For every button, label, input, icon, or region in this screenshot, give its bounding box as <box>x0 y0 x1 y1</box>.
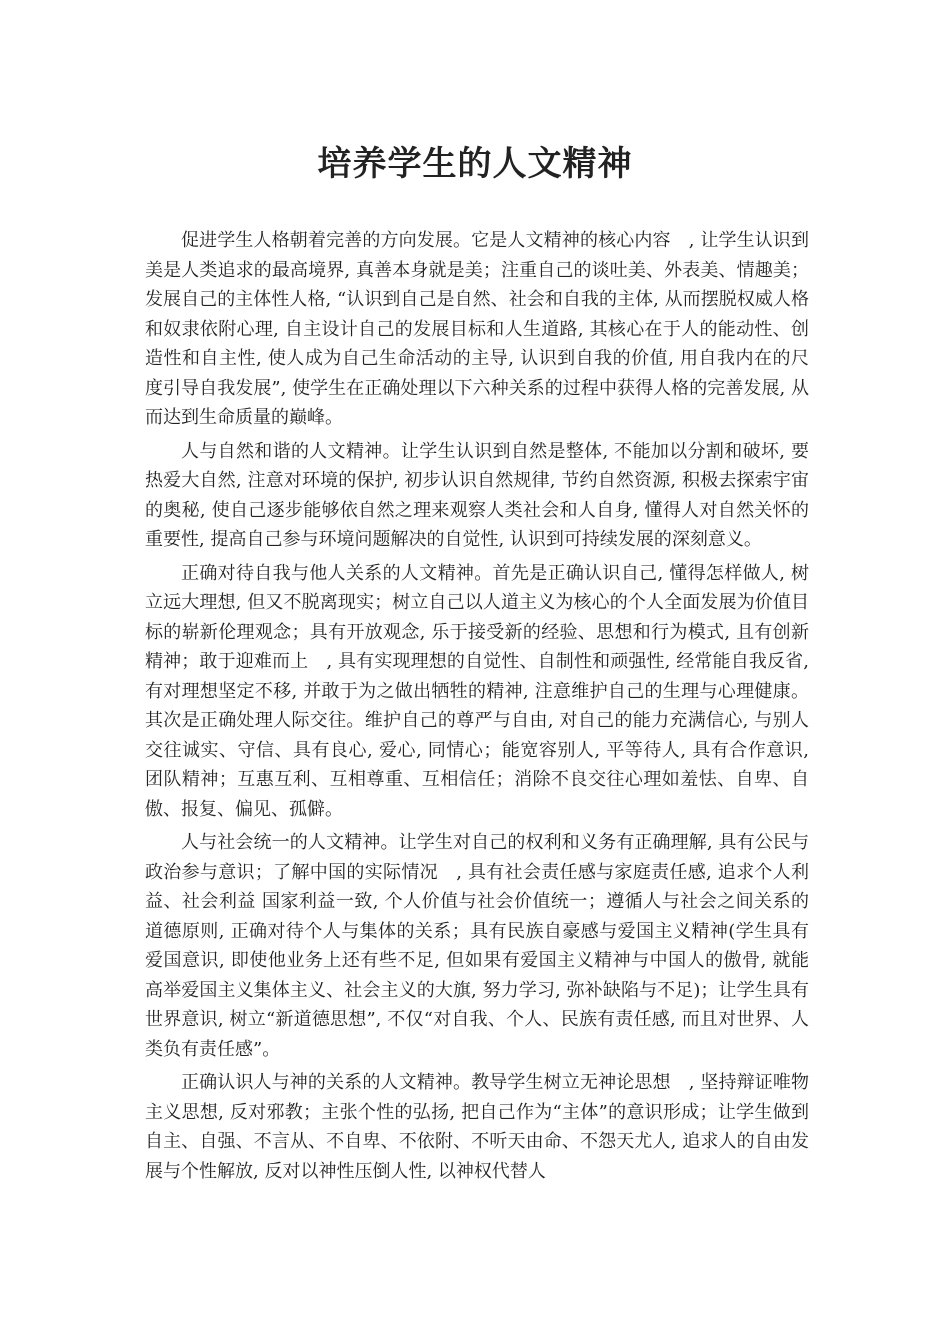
document-title: 培养学生的人文精神 <box>317 144 633 184</box>
paragraph-self-and-others: 正确对待自我与他人关系的人文精神。首先是正确认识自己, 懂得怎样做人, 树立远大理想, 但又不脱离现实；树立自己以人道主义为核心的个人全面发展为价值目标的崭新伦理观念；具有开放观念, 乐于接受新的经验、思想和行为模式, 且有创新精神；敢于迎难而上 , 具有实现理想的自觉性、自制性和顽强性, 经常能自我反省, 有对理想坚定不移, 并敢于为之做出牺牲的精神, 注意维护自己的生理与心理健康。其次是正确处理人际交往。维护自己的尊严与自由, 对自己的能力充满信心, 与别人交往诚实、守信、具有良心, 爱心, 同情心；能宽容别人, 平等待人, 具有合作意识, 团队精神；互惠互利、互相尊重、互相信任；消除不良交往心理如羞怯、自卑、自傲、报复、偏见、孤僻。 <box>145 562 809 820</box>
paragraph-society-unity: 人与社会统一的人文精神。让学生对自己的权利和义务有正确理解, 具有公民与政治参与意识；了解中国的实际情况 , 具有社会责任感与家庭责任感, 追求个人利益、社会利益 国家利益一致, 个人价值与社会价值统一；遵循人与社会之间关系的道德原则, 正确对待个人与集体的关系；具有民族自豪感与爱国主义精神(学生具有爱国意识, 即使他业务上还有些不足, 但如果有爱国主义精神与中国人的傲骨, 就能高举爱国主义集体主义、社会主义的大旗, 努力学习, 弥补缺陷与不足)；让学生具有世界意识, 树立“新道德思想”, 不仅“对自我、个人、民族有责任感, 而且对世界、人类负有责任感”。 <box>145 832 809 1060</box>
paragraph-human-and-god: 正确认识人与神的关系的人文精神。教导学生树立无神论思想 , 坚持辩证唯物主义思想, 反对邪教；主张个性的弘扬, 把自己作为“主体”的意识形成；让学生做到自主、自强、不言从、不自卑、不依附、不听天由命、不怨天尤人, 追求人的自由发展与个性解放, 反对以神性压倒人性, 以神权代替人 <box>145 1072 809 1182</box>
paragraph-nature-harmony: 人与自然和谐的人文精神。让学生认识到自然是整体, 不能加以分割和破坏, 要热爱大自然, 注意对环境的保护, 初步认识自然规律, 节约自然资源, 积极去探索宇宙的奥秘, 使自己逐步能够依自然之理来观察人类社会和人自身, 懂得人对自然关怀的重要性, 提高自己参与环境问题解决的自觉性, 认识到可持续发展的深刻意义。 <box>145 440 809 550</box>
paragraph-personality: 促进学生人格朝着完善的方向发展。它是人文精神的核心内容 , 让学生认识到美是人类追求的最高境界, 真善本身就是美；注重自己的谈吐美、外表美、情趣美；发展自己的主体性人格, “认识到自己是自然、社会和自我的主体, 从而摆脱权威人格和奴隶依附心理, 自主设计自己的发展目标和人生道路, 其核心在于人的能动性、创造性和自主性, 使人成为自己生命活动的主导, 认识到自我的价值, 用自我内在的尺度引导自我发展”, 使学生在正确处理以下六种关系的过程中获得人格的完善发展, 从而达到生命质量的巅峰。 <box>145 230 809 428</box>
document-body <box>145 226 809 1190</box>
